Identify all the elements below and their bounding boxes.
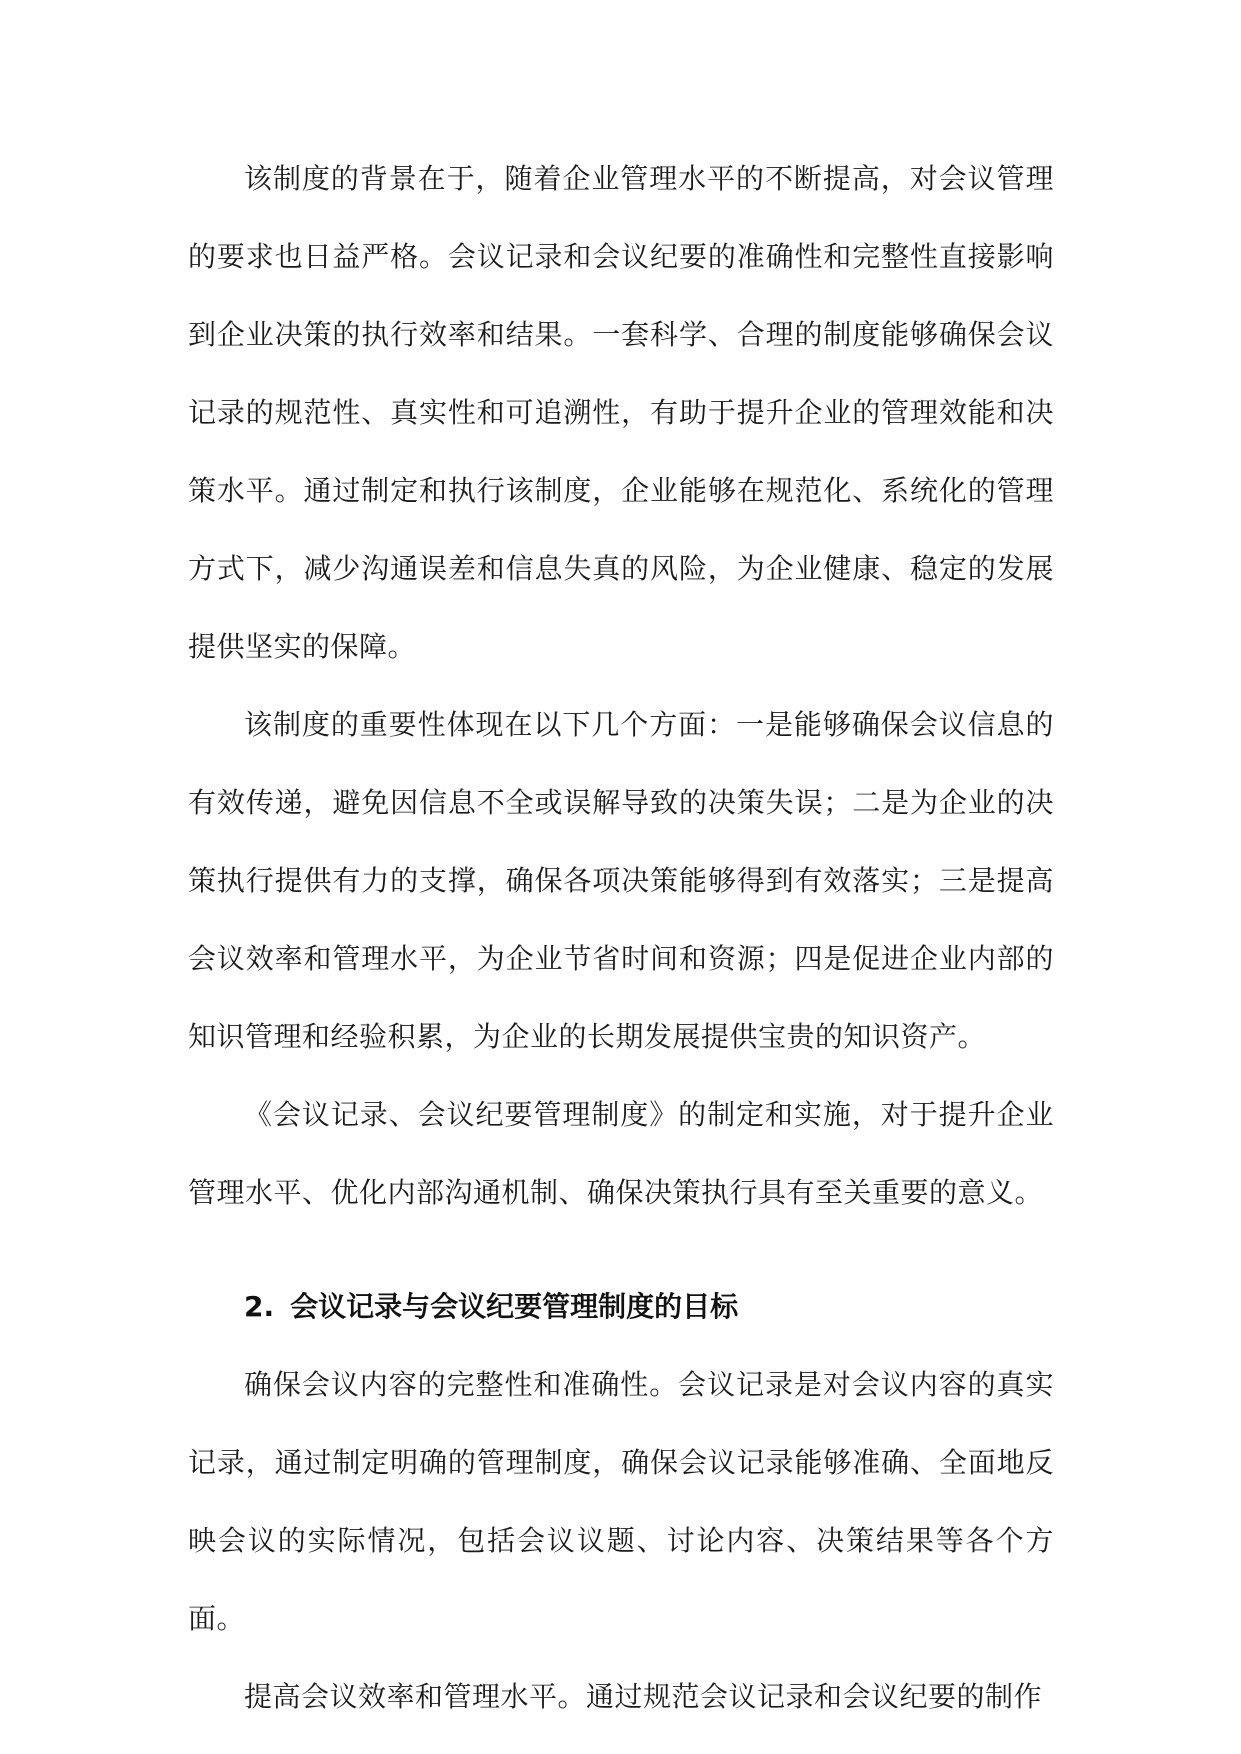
paragraph-goal-completeness: 确保会议内容的完整性和准确性。会议记录是对会议内容的真实记录，通过制定明确的管理制度，确保会议记录能够准确、全面地反映会议的实际情况，包括会议议题、讨论内容、决策结果等各个方面。	[188, 1368, 1054, 1635]
document-body	[188, 140, 1054, 1736]
paragraph-importance: 该制度的重要性体现在以下几个方面：一是能够确保会议信息的有效传递，避免因信息不全或误解导致的决策失误；二是为企业的决策执行提供有力的支撑，确保各项决策能够得到有效落实；三是提高会议效率和管理水平，为企业节省时间和资源；四是促进企业内部的知识管理和经验积累，为企业的长期发展提供宝贵的知识资产。	[188, 708, 1054, 1053]
paragraph-significance: 《会议记录、会议纪要管理制度》的制定和实施，对于提升企业管理水平、优化内部沟通机制、确保决策执行具有至关重要的意义。	[188, 1098, 1054, 1209]
section-heading	[188, 1268, 1054, 1346]
section-title: 会议记录与会议纪要管理制度的目标	[290, 1290, 739, 1323]
section-number: 2.	[244, 1290, 275, 1323]
paragraph-goal-efficiency: 提高会议效率和管理水平。通过规范会议记录和会议纪要的制作	[244, 1680, 1043, 1713]
paragraph-background: 该制度的背景在于，随着企业管理水平的不断提高，对会议管理的要求也日益严格。会议记录和会议纪要的准确性和完整性直接影响到企业决策的执行效率和结果。一套科学、合理的制度能够确保会议记录的规范性、真实性和可追溯性，有助于提升企业的管理效能和决策水平。通过制定和执行该制度，企业能够在规范化、系统化的管理方式下，减少沟通误差和信息失真的风险，为企业健康、稳定的发展提供坚实的保障。	[188, 162, 1054, 663]
